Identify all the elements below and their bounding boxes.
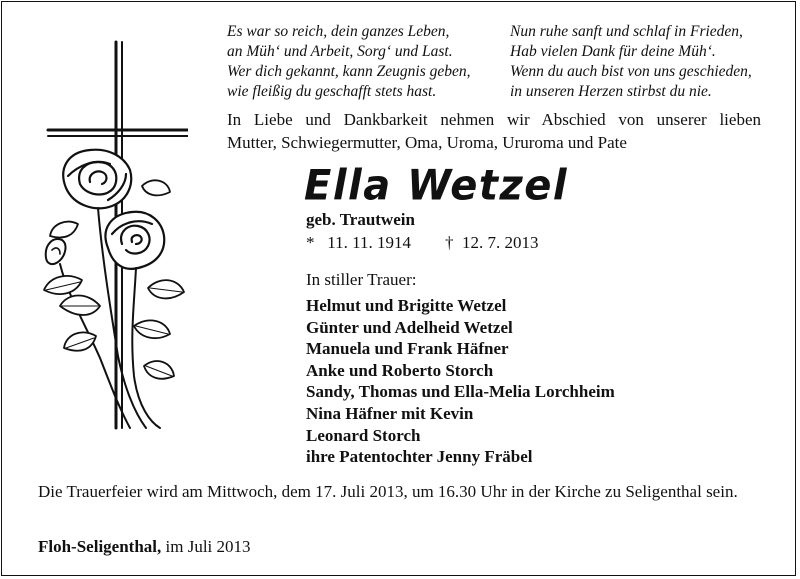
list-item: Günter und Adelheid Wetzel	[306, 317, 513, 337]
list-item: ihre Patentochter Jenny Fräbel	[306, 447, 533, 467]
list-item: Anke und Roberto Storch	[306, 360, 494, 380]
place-month: im Juli 2013	[165, 537, 251, 556]
service-notice: Die Trauerfeier wird am Mittwoch, dem 17. Juli 2013, um 16.30 Uhr in der Kirche zu Seligenthal sein.	[38, 482, 738, 501]
intro-line-1: In Liebe und Dankbarkeit nehmen wir Abschied von unserer lieben	[227, 110, 761, 129]
intro-text	[227, 108, 761, 154]
list-item: Helmut und Brigitte Wetzel	[306, 296, 507, 315]
cross-with-roses-icon	[38, 36, 188, 436]
poem-line: in unseren Herzen stirbst du nie.	[510, 83, 712, 100]
birth-name: geb. Trautwein	[306, 210, 415, 229]
poem-right	[510, 22, 752, 102]
poem-line: wie fleißig du geschafft stets hast.	[227, 83, 437, 100]
list-item: Sandy, Thomas und Ella-Melia Lorchheim	[306, 382, 615, 402]
list-item: Nina Häfner mit Kevin	[306, 403, 474, 423]
mourners-heading: In stiller Trauer:	[306, 270, 417, 289]
life-dates	[306, 233, 539, 253]
list-item: Manuela und Frank Häfner	[306, 339, 509, 359]
poem-line: Nun ruhe sanft und schlaf in Frieden,	[510, 23, 743, 40]
birth-date: 11. 11. 1914	[327, 233, 411, 252]
birth-star-icon: *	[306, 233, 315, 252]
intro-line-2: Mutter, Schwiegermutter, Oma, Uroma, Ururoma und Pate	[227, 133, 627, 152]
place-town: Floh-Seligenthal,	[38, 537, 162, 556]
poem-left	[227, 22, 471, 102]
poem-line: an Müh‘ und Arbeit, Sorg‘ und Last.	[227, 43, 453, 60]
poem-line: Wer dich gekannt, kann Zeugnis geben,	[227, 63, 471, 80]
poem-line: Wenn du auch bist von uns geschieden,	[510, 63, 752, 80]
poem-line: Hab vielen Dank für deine Müh‘.	[510, 43, 716, 60]
mourners-list	[306, 295, 615, 468]
list-item: Leonard Storch	[306, 425, 421, 445]
death-cross-icon: †	[445, 233, 454, 252]
place-date	[38, 537, 251, 557]
poem-line: Es war so reich, dein ganzes Leben,	[227, 23, 450, 40]
death-date: 12. 7. 2013	[462, 233, 539, 252]
deceased-name: Ella Wetzel	[304, 161, 569, 211]
